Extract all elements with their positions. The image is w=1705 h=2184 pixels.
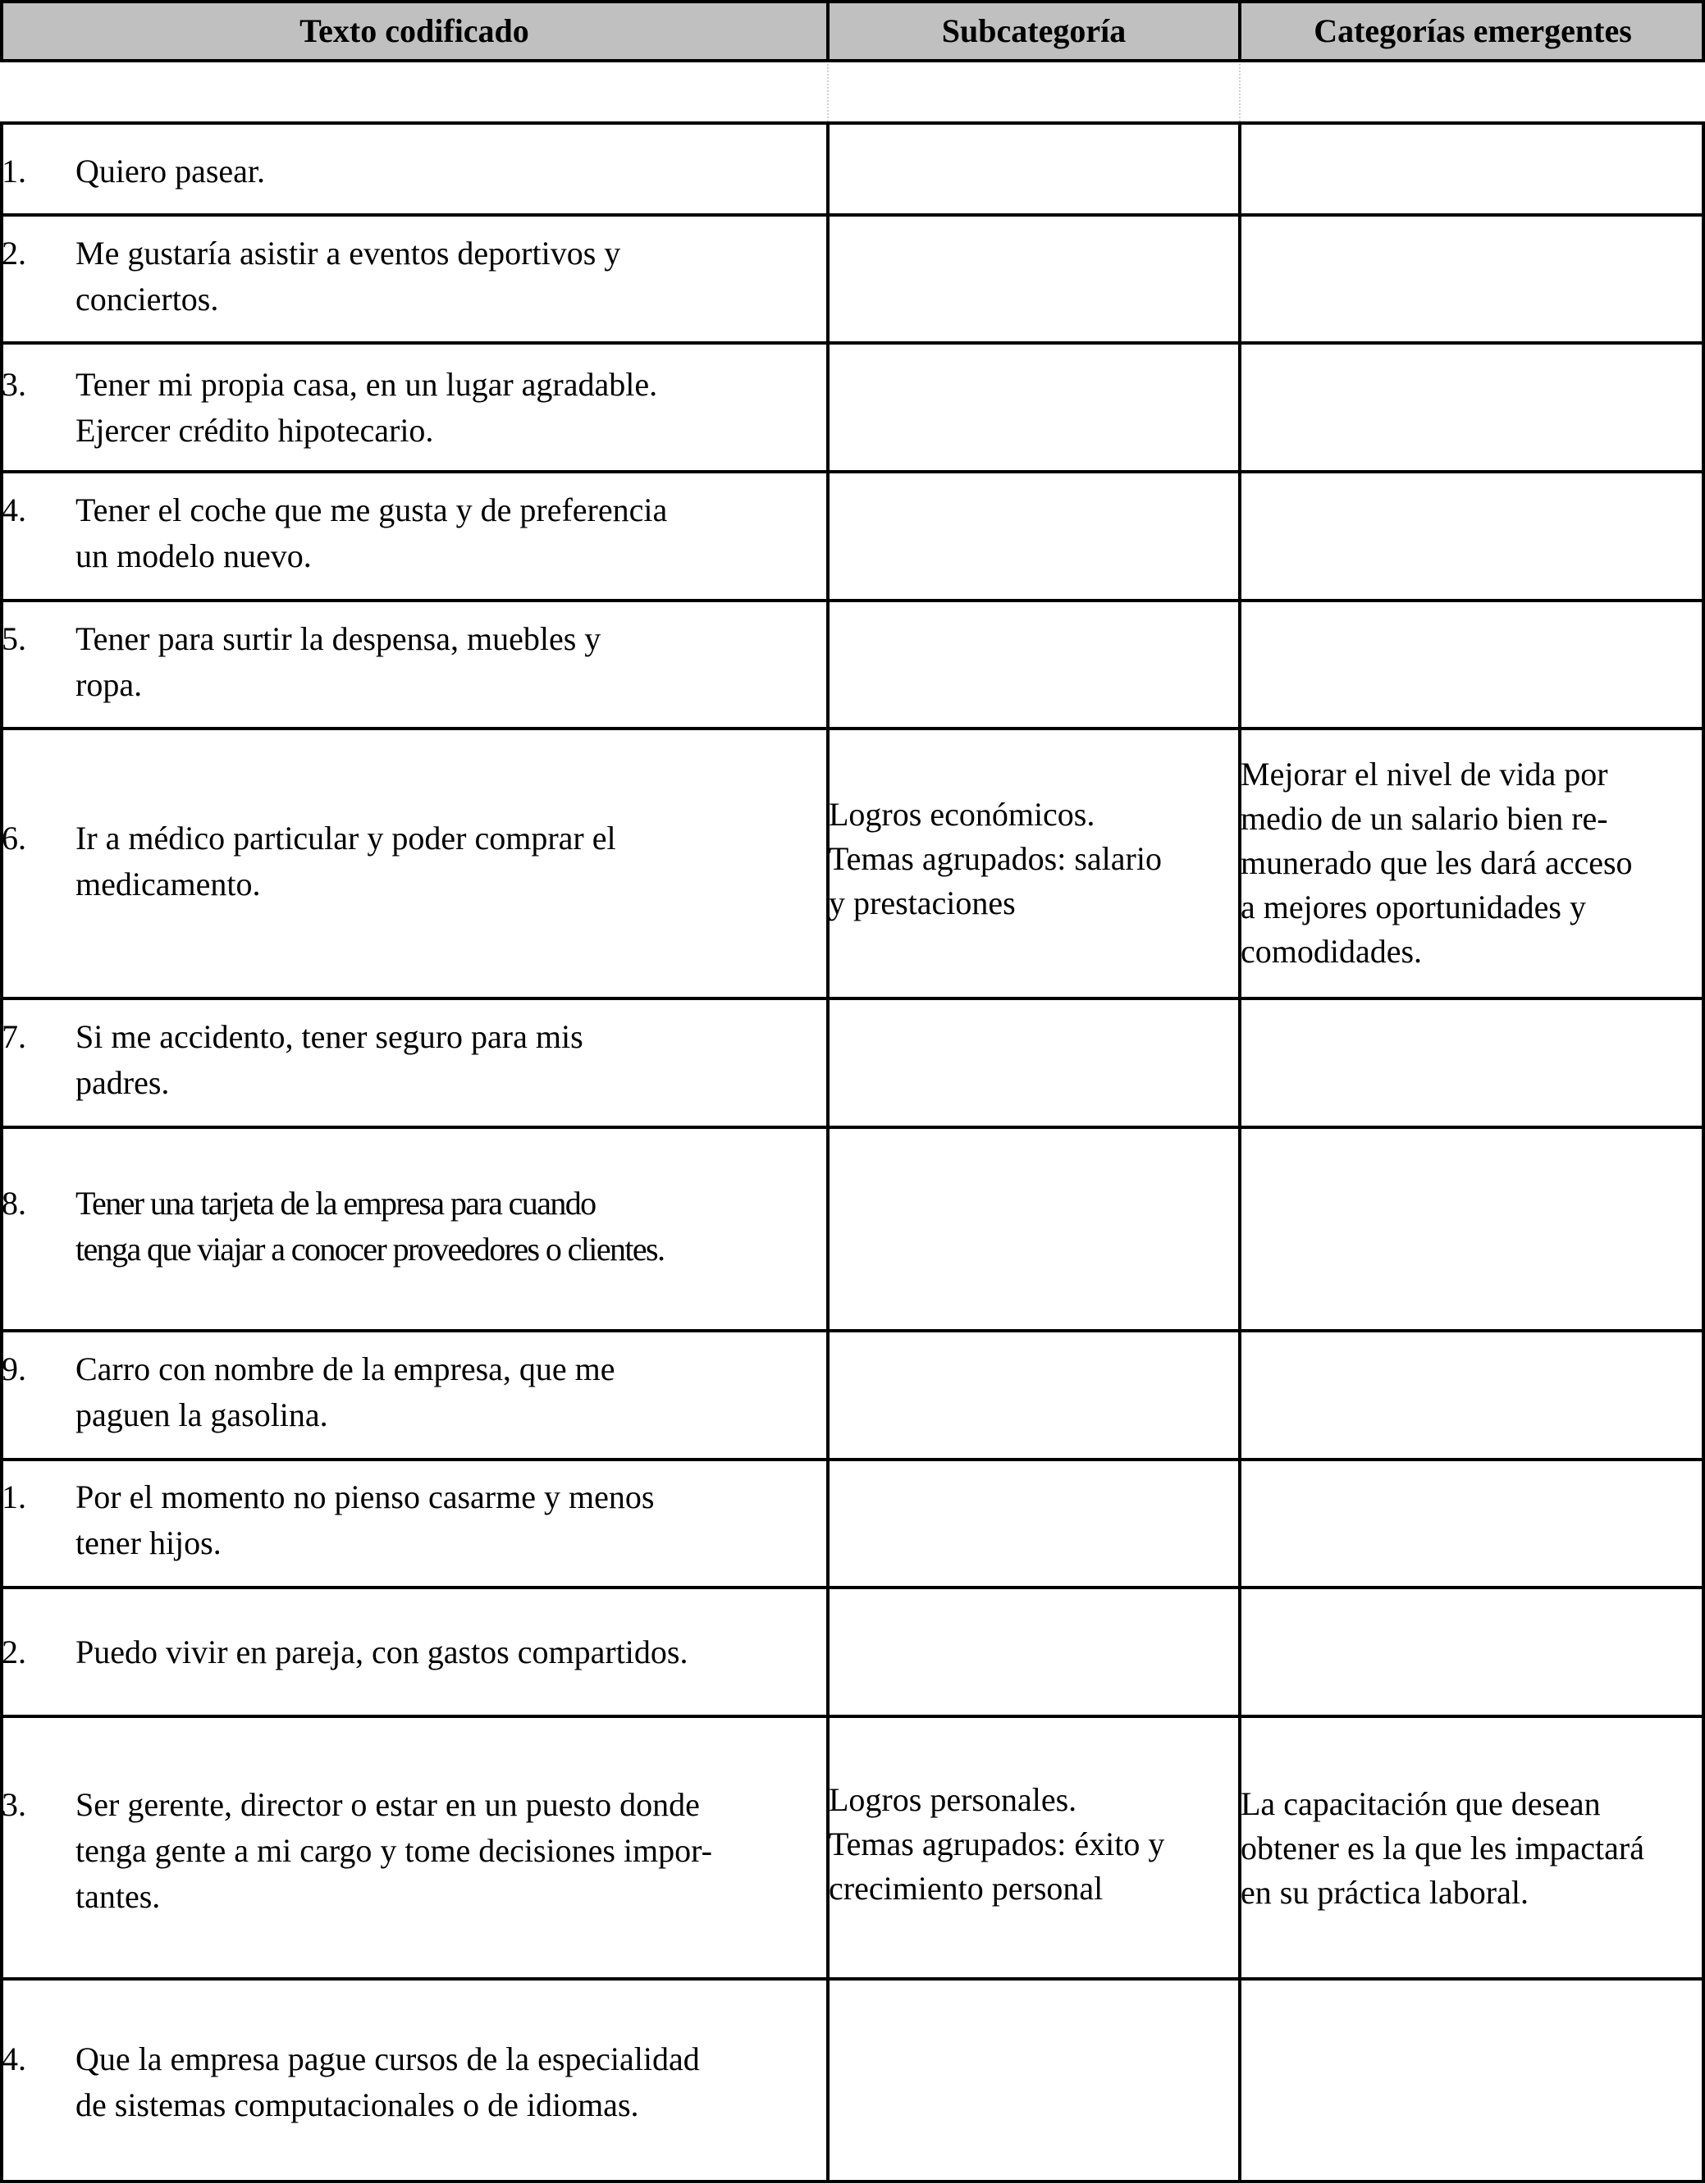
column-border [1238,0,1241,62]
row-divider [0,121,1705,125]
coded-text: Tener para surtir la despensa, muebles y ropa. [75,620,601,703]
row-number: 5. [2,620,26,657]
spacer-divider [827,64,829,121]
row-number: 2. [2,235,26,272]
coded-text: Puedo vivir en pareja, con gastos compartidos. [75,1633,688,1670]
row-number: 2. [2,1633,26,1670]
row-number: 1. [2,153,26,190]
coded-text: Tener una tarjeta de la empresa para cuando tenga que viajar a conocer proveedores o clientes. [75,1185,665,1268]
table-border-bottom [0,2180,1705,2183]
column-border [0,0,3,62]
row-number: 7. [2,1018,26,1055]
row-number: 4. [2,2040,26,2077]
row-divider [0,1977,1705,1981]
row-number: 4. [2,491,26,528]
row-divider [0,341,1705,345]
row-number: 1. [2,1478,26,1515]
subcategory-cell: Logros económicos. Temas agrupados: salario y prestaciones [829,796,1162,921]
column-border [1702,121,1705,2183]
row-divider [0,470,1705,473]
coded-text: Si me accidento, tener seguro para mis padres. [75,1018,583,1101]
row-number: 9. [2,1350,26,1387]
subcategory-cell: Logros personales. Temas agrupados: éxito y crecimiento personal [829,1781,1165,1907]
column-border [1702,0,1705,62]
coded-text: Me gustaría asistir a eventos deportivos y conciertos. [75,235,621,318]
row-divider [0,1715,1705,1718]
row-divider [0,1586,1705,1589]
row-number: 3. [2,366,26,403]
header-bottom-border [0,59,1705,62]
coded-text: Quiero pasear. [75,153,266,190]
row-divider [0,1126,1705,1129]
coded-text: Ir a médico particular y poder comprar el medicamento. [75,820,616,902]
row-number: 6. [2,820,26,857]
row-divider [0,1329,1705,1332]
column-border [826,0,830,62]
row-divider [0,213,1705,217]
header-texto-codificado: Texto codificado [299,11,529,49]
coded-text: Carro con nombre de la empresa, que me paguen la gasolina. [75,1350,615,1433]
coded-text: Por el momento no pienso casarme y menos tener hijos. [75,1478,655,1561]
coded-text: Ser gerente, director o estar en un puesto donde tenga gente a mi cargo y tome decisiones impor- tantes. [75,1786,712,1915]
row-number: 8. [2,1185,26,1222]
coded-text: Que la empresa pague cursos de la especialidad de sistemas computacionales o de idiomas. [75,2040,700,2123]
emergent-category-cell: La capacitación que desean obtener es la que les impactará en su práctica laboral. [1241,1785,1644,1911]
spacer-divider [1239,64,1241,121]
emergent-category-cell: Mejorar el nivel de vida por medio de un salario bien re- munerado que les dará acceso a mejores oportunidades y comodidades. [1241,756,1633,970]
coded-text: Tener mi propia casa, en un lugar agradable. Ejercer crédito hipotecario. [75,366,658,449]
table-border-top [0,0,1705,3]
row-divider [0,599,1705,602]
column-border [0,121,3,2183]
header-categorias-emergentes: Categorías emergentes [1314,11,1632,49]
row-number: 3. [2,1786,26,1823]
header-subcategoria: Subcategoría [941,11,1127,49]
coded-text: Tener el coche que me gusta y de preferencia un modelo nuevo. [75,491,668,574]
row-divider [0,727,1705,730]
row-divider [0,997,1705,1000]
row-divider [0,1458,1705,1461]
